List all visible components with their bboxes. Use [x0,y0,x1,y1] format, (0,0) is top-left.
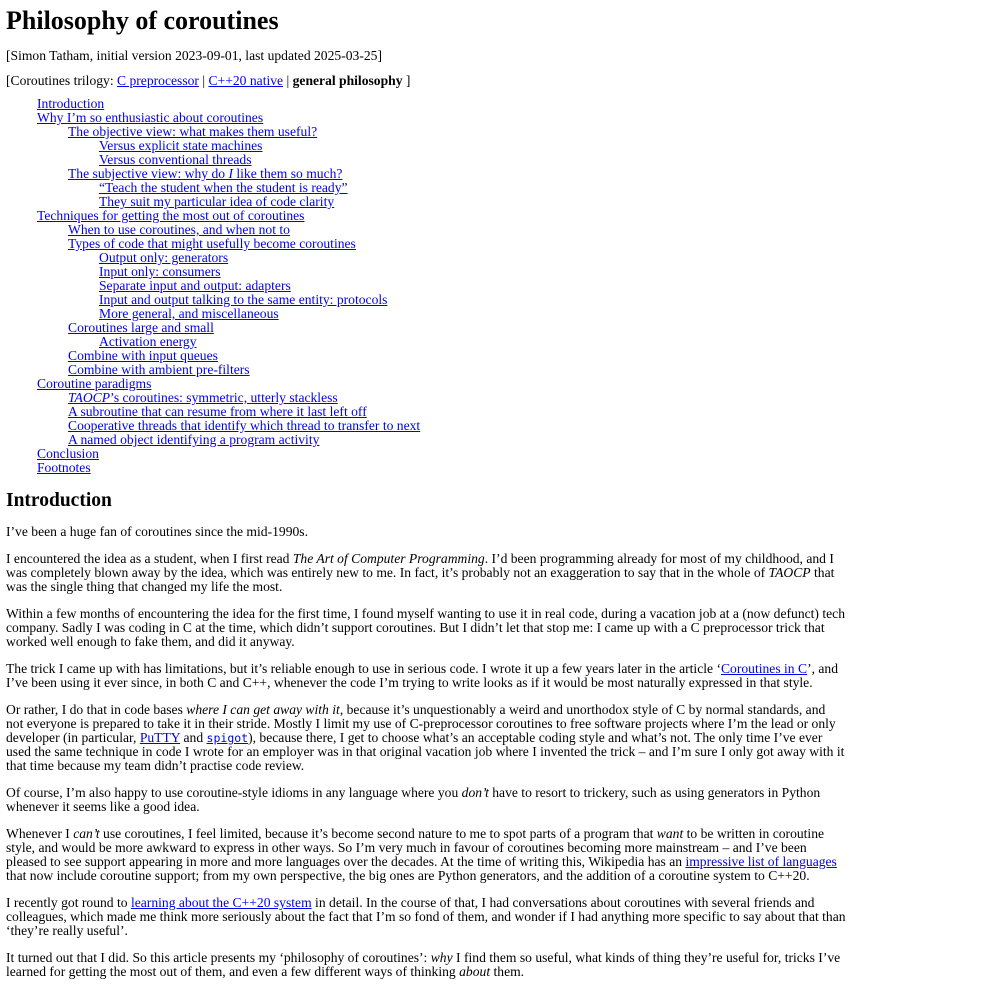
toc-taocp-em: TAOCP [68,390,111,405]
toc-link-input-only[interactable]: Input only: consumers [99,264,221,279]
paragraph: Within a few months of encountering the idea for the first time, I found myself wanting to use it in real code, during a vacation job at a (now defunct) tech company. Sadly I was coding in C at the time, which didn’t support coroutines. But I didn’t let that stop me: I came up with a C preprocessor trick that worked well enough to fake them, and did it anyway. [6,606,845,649]
toc-link-suit[interactable]: They suit my particular idea of code clarity [99,194,335,209]
toc-link-why[interactable]: Why I’m so enthusiastic about coroutines [37,110,264,125]
trilogy-prefix: [Coroutines trilogy: [6,73,118,88]
paragraph: Whenever I can’t use coroutines, I feel limited, because it’s become second nature to me to spot parts of a program that want to be written in coroutine style, and would be more awkward to express in other ways. So I’m very much in favour of coroutines becoming more mainstream – and I’ve been pleased to see support appearing in more and more languages over the decades. At the time of writing this, Wikipedia has an impressive list of languages that now include coroutine support; from my own perspective, the big ones are Python generators, and the addition of a coroutine system to C++20. [6,826,837,883]
toc-taocp-rest: ’s coroutines: symmetric, utterly stackless [110,390,338,405]
toc-link-input-queues[interactable]: Combine with input queues [68,348,218,363]
paragraph: Or rather, I do that in code bases where I can get away with it, because it’s unquestionably a weird and unorthodox style of C by normal standards, and not everyone is prepared to take it in their stride. Mostly I limit my use of C-preprocessor coroutines to free software projects where I’m the lead or only developer (in particular, PuTTY and spigot), because there, I get to choose what’s an acceptable coding style and what’s not. The only time I’ve ever used the same technique in code I wrote for an employer was in that original vacation job where I invented the trick – and I’m sure I only got away with it that time because my team didn’t practise code review. [6,702,845,773]
trilogy-separator: | [283,73,293,88]
link-spigot[interactable]: spigot [206,731,249,745]
toc-link-teach[interactable]: “Teach the student when the student is ready” [99,180,348,195]
trilogy-current: general philosophy [292,73,403,88]
toc-link-activation[interactable]: Activation energy [99,334,197,349]
toc-link-prefilters[interactable]: Combine with ambient pre-filters [68,362,250,377]
table-of-contents [6,97,846,475]
toc-subjective-pre: The subjective view: why do [68,166,229,181]
paragraph: I recently got round to learning about the C++20 system in detail. In the course of that, I had conversations about coroutines with several friends and colleagues, which made me think more seriously about the fact that I’m so fond of them, and wonder if I had anything more specific to say about that than ‘they’re really useful’. [6,895,846,938]
toc-link-vs-state-machines[interactable]: Versus explicit state machines [99,138,263,153]
paragraph: It turned out that I did. So this article presents my ‘philosophy of coroutines’: why I find them so useful, what kinds of thing they’re useful for, tricks I’ve learned for getting the most out of them, and even a few different ways of thinking about them. [6,950,841,979]
toc-link-output-only[interactable]: Output only: generators [99,250,229,265]
link-putty[interactable]: PuTTY [139,730,181,745]
toc-link-protocols[interactable]: Input and output talking to the same entity: protocols [99,292,388,307]
toc-link-large-small[interactable]: Coroutines large and small [68,320,214,335]
section-heading-introduction: Introduction [6,490,112,511]
toc-link-techniques[interactable]: Techniques for getting the most out of coroutines [37,208,305,223]
trilogy-suffix: ] [402,73,411,88]
byline: [Simon Tatham, initial version 2023-09-01, last updated 2025-03-25] [6,48,382,63]
trilogy-link-c-preprocessor[interactable]: C preprocessor [117,73,199,88]
link-learning-cpp20[interactable]: learning about the C++20 system [130,895,312,910]
link-coroutines-in-c[interactable]: Coroutines in C [720,661,808,676]
toc-link-objective[interactable]: The objective view: what makes them useful? [68,124,318,139]
paragraph: Of course, I’m also happy to use coroutine-style idioms in any language where you don’t have to resort to trickery, such as using generators in Python whenever it seems like a good idea. [6,785,821,814]
toc-link-vs-threads[interactable]: Versus conventional threads [99,152,252,167]
toc-link-conclusion[interactable]: Conclusion [37,446,99,461]
toc-link-misc[interactable]: More general, and miscellaneous [99,306,279,321]
toc-subjective-post: like them so much? [232,166,343,181]
toc-link-adapters[interactable]: Separate input and output: adapters [99,278,291,293]
page-title: Philosophy of coroutines [6,6,279,35]
toc-link-coop-threads[interactable]: Cooperative threads that identify which thread to transfer to next [68,418,421,433]
paragraph: I’ve been a huge fan of coroutines since the mid-1990s. [6,524,308,539]
link-impressive-list-of-languages[interactable]: impressive list of languages [685,854,837,869]
toc-subjective-em: I [228,166,233,181]
paragraph: The trick I came up with has limitations, but it’s reliable enough to use in serious code. I wrote it up a few years later in the article ‘Coroutines in C’, and I’ve been using it ever since, in both C and C++, whenever the code I’m trying to write looks as if it would be most naturally expressed in that style. [6,661,839,690]
toc-link-taocp[interactable] [68,390,338,405]
toc-link-types[interactable]: Types of code that might usefully become coroutines [68,236,356,251]
trilogy-nav [6,74,846,88]
toc-link-paradigms[interactable]: Coroutine paradigms [37,376,152,391]
trilogy-separator: | [198,73,209,88]
trilogy-link-cpp20-native[interactable]: C++20 native [208,73,284,88]
toc-link-footnotes[interactable]: Footnotes [37,460,91,475]
toc-link-when-to-use[interactable]: When to use coroutines, and when not to [68,222,290,237]
toc-link-subroutine[interactable]: A subroutine that can resume from where it last left off [68,404,367,419]
toc-link-introduction[interactable]: Introduction [37,96,105,111]
paragraph: I encountered the idea as a student, when I first read The Art of Computer Programming. I’d been programming already for most of my childhood, and I was completely blown away by the idea, which was entirely new to me. In fact, it’s probably not an exaggeration to say that in the whole of TAOCP that was the single thing that changed my life the most. [6,551,835,594]
article [0,5,852,979]
toc-link-named-object[interactable]: A named object identifying a program activity [68,432,320,447]
toc-link-subjective[interactable] [68,166,342,181]
